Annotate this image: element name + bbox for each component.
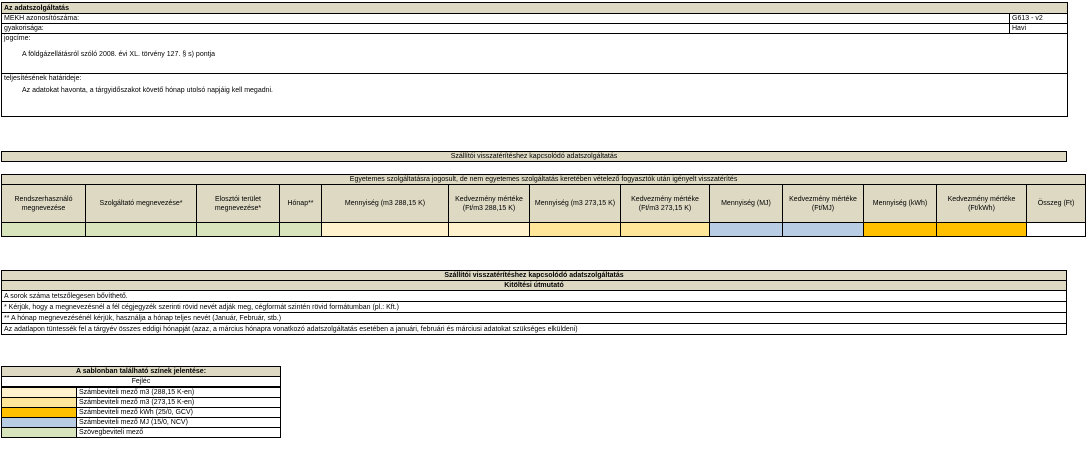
input-cell-qty-m3-273[interactable] xyxy=(530,223,621,237)
instruction-line: A sorok száma tetszőlegesen bővíthető. xyxy=(2,291,1067,302)
legend-swatch xyxy=(2,388,77,398)
deadline-text: Az adatokat havonta, a tárgyidőszakot követő hónap utolsó napjáig kell megadni. xyxy=(22,87,273,94)
col-header: Hónap** xyxy=(280,185,322,223)
group-header: Egyetemes szolgáltatásra jogosult, de nem egyetemes szolgáltatás keretében vételező fogyasztók után igényelt visszatérítés xyxy=(2,175,1086,185)
legend-item: Számbeviteli mező m3 (273,15 K-en) xyxy=(77,398,281,408)
input-cell-total[interactable] xyxy=(1027,223,1086,237)
data-input-row xyxy=(2,223,1086,237)
col-header: Mennyiség (m3 273,15 K) xyxy=(530,185,621,223)
input-cell-discount-mj[interactable] xyxy=(783,223,864,237)
col-header: Rendszerhasználó megnevezése xyxy=(2,185,86,223)
input-cell-month[interactable] xyxy=(280,223,322,237)
input-cell-discount-m3-288[interactable] xyxy=(449,223,530,237)
mekh-id-value[interactable]: G613 - v2 xyxy=(1010,14,1068,24)
frequency-label: gyakorisága: xyxy=(2,24,1010,34)
input-cell-area[interactable] xyxy=(197,223,280,237)
frequency-value[interactable]: Havi xyxy=(1010,24,1068,34)
legal-basis-label: jogcíme: xyxy=(4,35,31,42)
instructions-subtitle: Kitöltési útmutató xyxy=(2,281,1067,291)
legend-title: A sablonban található színek jelentése: xyxy=(2,367,281,377)
instructions-title: Szállítói visszatérítéshez kapcsolódó adatszolgáltatás xyxy=(2,271,1067,281)
section-bar xyxy=(1,151,1067,162)
legend-table xyxy=(1,366,281,387)
legend-item: Fejléc xyxy=(2,377,281,387)
column-header-row xyxy=(2,185,1086,223)
instruction-line: ** A hónap megnevezésénél kérjük, használja a hónap teljes nevét (Január, Február, stb.) xyxy=(2,313,1067,324)
info-title: Az adatszolgáltatás xyxy=(2,3,1068,14)
section-bar-title: Szállítói visszatérítéshez kapcsolódó adatszolgáltatás xyxy=(2,152,1067,162)
instruction-line: * Kérjük, hogy a megnevezésnél a fél cégjegyzék szerinti rövid nevét adják meg, cégformát szintén rövid formátumban (pl.: Kft.) xyxy=(2,302,1067,313)
input-cell-provider[interactable] xyxy=(86,223,197,237)
legal-basis-cell xyxy=(2,34,1068,74)
deadline-cell xyxy=(2,74,1068,117)
data-table xyxy=(1,174,1086,237)
instruction-line: Az adatlapon tüntessék fel a tárgyév összes eddigi hónapját (azaz, a március hónapra vonatkozó adatszolgáltatás esetében a januári, februári és márciusi adatokat szükséges elküldeni) xyxy=(2,324,1067,335)
col-header: Szolgáltató megnevezése* xyxy=(86,185,197,223)
legend-swatch xyxy=(2,418,77,428)
legend-swatch xyxy=(2,398,77,408)
input-cell-discount-m3-273[interactable] xyxy=(621,223,710,237)
input-cell-user[interactable] xyxy=(2,223,86,237)
input-cell-qty-mj[interactable] xyxy=(710,223,783,237)
input-cell-qty-kwh[interactable] xyxy=(864,223,937,237)
instructions-table xyxy=(1,270,1067,335)
legend-swatch-table xyxy=(1,387,281,438)
data-table-block xyxy=(1,174,1075,237)
mekh-id-label: MEKH azonosítószáma: xyxy=(2,14,1010,24)
legend-item: Szövegbeviteli mező xyxy=(77,428,281,438)
legend-item: Számbeviteli mező m3 (288,15 K-en) xyxy=(77,388,281,398)
color-legend xyxy=(1,366,280,438)
deadline-label: teljesítésének határideje: xyxy=(4,75,82,82)
col-header: Összeg (Ft) xyxy=(1027,185,1086,223)
input-cell-discount-kwh[interactable] xyxy=(937,223,1027,237)
legend-item: Számbeviteli mező MJ (15/0, NCV) xyxy=(77,418,281,428)
col-header: Elosztói terület megnevezése* xyxy=(197,185,280,223)
col-header: Mennyiség (MJ) xyxy=(710,185,783,223)
col-header: Kedvezmény mértéke (Ft/kWh) xyxy=(937,185,1027,223)
col-header: Mennyiség (m3 288,15 K) xyxy=(322,185,449,223)
instructions-block xyxy=(1,270,1067,335)
legal-basis-text: A földgázellátásról szóló 2008. évi XL. törvény 127. § s) pontja xyxy=(22,51,216,58)
col-header: Kedvezmény mértéke (Ft/MJ) xyxy=(783,185,864,223)
col-header: Mennyiség (kWh) xyxy=(864,185,937,223)
input-cell-qty-m3-288[interactable] xyxy=(322,223,449,237)
info-block xyxy=(1,2,1067,117)
legend-swatch xyxy=(2,428,77,438)
info-table xyxy=(1,2,1068,117)
col-header: Kedvezmény mértéke (Ft/m3 288,15 K) xyxy=(449,185,530,223)
col-header: Kedvezmény mértéke (Ft/m3 273,15 K) xyxy=(621,185,710,223)
legend-item: Számbeviteli mező kWh (25/0, GCV) xyxy=(77,408,281,418)
legend-swatch xyxy=(2,408,77,418)
